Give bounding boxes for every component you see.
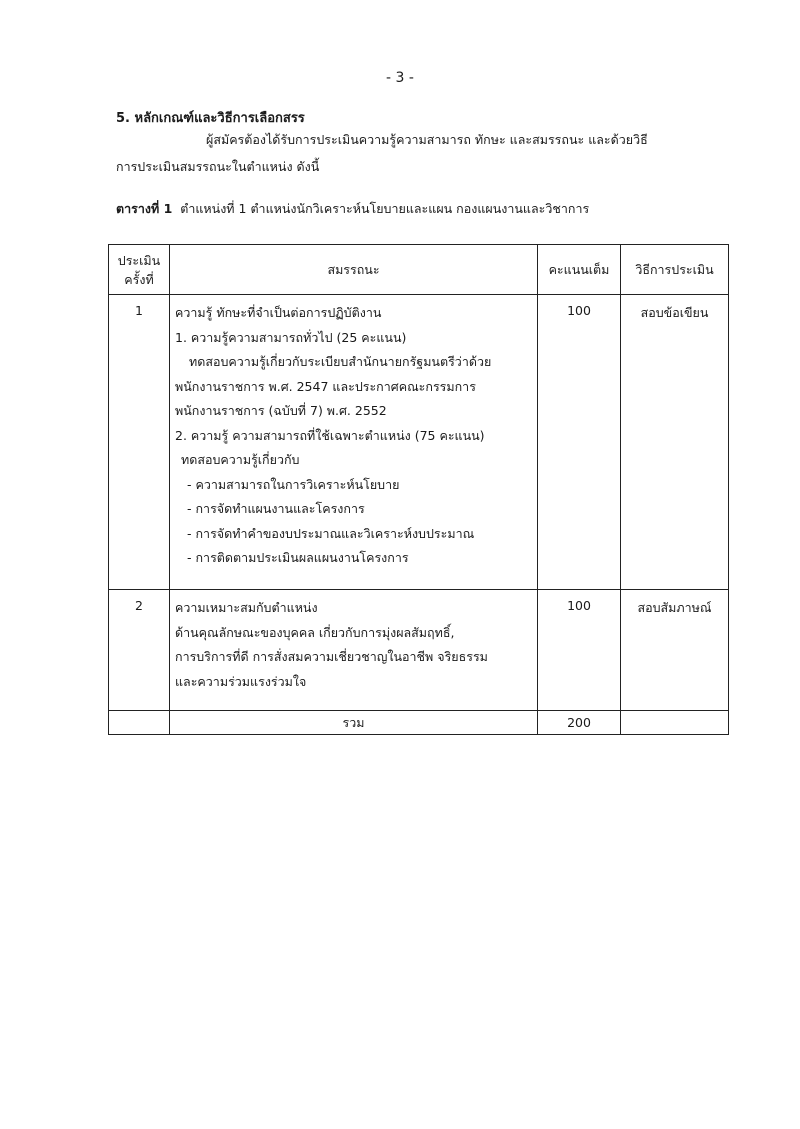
row-1-line: 1. ความรู้ความสามารถทั่วไป (25 คะแนน) xyxy=(175,329,407,345)
row-1-line: ทดสอบความรู้เกี่ยวกับ xyxy=(181,452,300,467)
row-2-line: การบริการที่ดี การสั่งสมความเชี่ยวชาญในอาชีพ จริยธรรม xyxy=(175,649,488,664)
table-row xyxy=(109,295,729,590)
header-competency: สมรรถนะ xyxy=(170,245,538,295)
page-number: - 3 - xyxy=(386,70,414,86)
row-2-line: ด้านคุณลักษณะของบุคคล เกี่ยวกับการมุ่งผลสัมฤทธิ์, xyxy=(175,624,455,640)
row-1-line: ความรู้ ทักษะที่จำเป็นต่อการปฏิบัติงาน xyxy=(175,305,382,320)
row-1-competency xyxy=(170,295,538,590)
row-1-round: 1 xyxy=(109,295,170,590)
header-method: วิธีการประเมิน xyxy=(621,245,729,295)
table-caption-text: ตำแหน่งที่ 1 ตำแหน่งนักวิเคราะห์นโยบายและแผน กองแผนงานและวิชาการ xyxy=(180,201,590,216)
row-1-method: สอบข้อเขียน xyxy=(621,295,729,590)
evaluation-table xyxy=(108,244,729,735)
section-heading: 5. หลักเกณฑ์และวิธีการเลือกสรร xyxy=(116,111,305,126)
table-caption-label: ตารางที่ 1 xyxy=(116,201,173,216)
row-2-line: ความเหมาะสมกับตำแหน่ง xyxy=(175,600,318,615)
header-score: คะแนนเต็ม xyxy=(538,245,621,295)
row-1-line: พนักงานราชการ (ฉบับที่ 7) พ.ศ. 2552 xyxy=(175,403,387,418)
row-1-line: - การจัดทำแผนงานและโครงการ xyxy=(187,501,365,516)
row-1-line: 2. ความรู้ ความสามารถที่ใช้เฉพาะตำแหน่ง (75 คะแนน) xyxy=(175,427,485,443)
total-empty-method xyxy=(621,711,729,735)
row-1-line: ทดสอบความรู้เกี่ยวกับระเบียบสำนักนายกรัฐมนตรีว่าด้วย xyxy=(189,354,492,369)
header-round xyxy=(109,245,170,295)
row-1-line: - การจัดทำคำของบประมาณและวิเคราะห์งบประมาณ xyxy=(187,525,475,541)
header-round-line-2: ครั้งที่ xyxy=(124,271,154,287)
intro-line-2: การประเมินสมรรถนะในตำแหน่ง ดังนี้ xyxy=(116,159,320,174)
row-1-line: - การติดตามประเมินผลแผนงานโครงการ xyxy=(187,550,409,565)
total-score: 200 xyxy=(538,711,621,735)
table-caption xyxy=(116,199,589,219)
table-header-row xyxy=(109,245,729,295)
row-2-competency xyxy=(170,590,538,711)
table-total-row xyxy=(109,711,729,735)
row-2-round: 2 xyxy=(109,590,170,711)
row-1-line: พนักงานราชการ พ.ศ. 2547 และประกาศคณะกรรมการ xyxy=(175,378,476,394)
total-empty-cell xyxy=(109,711,170,735)
intro-line-1: ผู้สมัครต้องได้รับการประเมินความรู้ความสามารถ ทักษะ และสมรรถนะ และด้วยวิธี xyxy=(206,132,648,147)
total-label: รวม xyxy=(170,711,538,735)
row-1-line: - ความสามารถในการวิเคราะห์นโยบาย xyxy=(187,476,400,492)
row-2-method: สอบสัมภาษณ์ xyxy=(621,590,729,711)
header-round-line-1: ประเมิน xyxy=(117,252,161,268)
table-row xyxy=(109,590,729,711)
row-2-score: 100 xyxy=(538,590,621,711)
intro-paragraph xyxy=(116,126,716,180)
row-1-score: 100 xyxy=(538,295,621,590)
row-2-line: และความร่วมแรงร่วมใจ xyxy=(175,673,307,689)
